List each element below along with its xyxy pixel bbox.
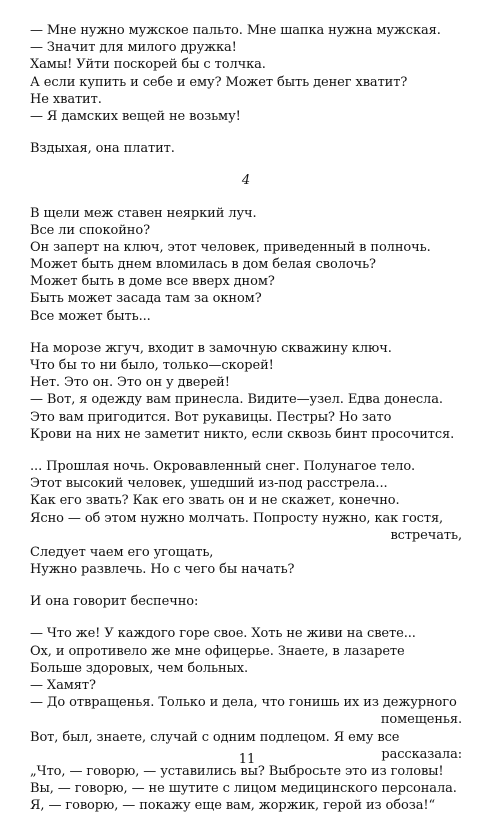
section-number: 4 xyxy=(241,173,251,189)
stanza-gap xyxy=(30,443,462,458)
text-line: На морозе жгуч, входит в замочную скважину ключ. xyxy=(30,340,392,356)
stanza-gap xyxy=(30,125,462,140)
body-text xyxy=(30,22,462,815)
text-line: Быть может засада там за окном? xyxy=(30,291,262,307)
text-line: Он заперт на ключ, этот человек, приведенный в полночь. xyxy=(30,239,431,255)
text-line: Как его звать? Как его звать он и не скажет, конечно. xyxy=(30,493,400,509)
text-line: И она говорит беспечно: xyxy=(30,594,199,610)
text-line: Это вам пригодится. Вот рукавицы. Пестры? Но зато xyxy=(30,409,392,425)
text-line: В щели меж ставен неяркий луч. xyxy=(30,205,257,221)
text-line: Этот высокий человек, ушедший из-под расстрела... xyxy=(30,476,388,492)
text-line: — Хамят? xyxy=(30,678,96,693)
text-line: А если купить и себе и ему? Может быть денег хватит? xyxy=(30,74,408,90)
stanza-gap xyxy=(30,578,462,593)
text-line: Нужно развлечь. Но с чего бы начать? xyxy=(30,562,295,578)
text-line: Нет. Это он. Это он у дверей! xyxy=(30,375,230,391)
text-line: Все ли спокойно? xyxy=(30,222,150,238)
text-line: Ясно — об этом нужно молчать. Попросту нужно, как гостя, xyxy=(30,510,444,526)
text-line-continuation: встречать, xyxy=(390,527,462,543)
text-line-continuation: помещенья. xyxy=(380,712,462,728)
stanza-gap xyxy=(30,610,462,625)
text-line: Хамы! Уйти поскорей бы с толчка. xyxy=(30,57,266,73)
stanza-gap xyxy=(30,325,462,340)
text-line: Больше здоровых, чем больных. xyxy=(30,660,249,676)
text-line: Может быть в доме все вверх дном? xyxy=(30,274,275,290)
text-line: Все может быть... xyxy=(30,308,151,324)
text-line: — Вот, я одежду вам принесла. Видите—узел. Едва донесла. xyxy=(30,392,443,408)
text-line: Вы, — говорю, — не шутите с лицом медицинского персонала. xyxy=(30,781,457,797)
text-line: Вздыхая, она платит. xyxy=(30,141,175,157)
stanza-gap xyxy=(30,190,462,205)
text-line: Вот, был, знаете, случай с одним подлецом. Я ему все xyxy=(30,729,400,745)
text-line: — Мне нужно мужское пальто. Мне шапка нужна мужская. xyxy=(30,23,441,38)
text-line: — Значит для милого дружка! xyxy=(30,40,237,56)
text-line: ... Прошлая ночь. Окровавленный снег. Полунагое тело. xyxy=(30,458,416,474)
text-line: Следует чаем его угощать, xyxy=(30,544,214,560)
stanza-gap xyxy=(30,157,462,172)
text-line: — Я дамских вещей не возьму! xyxy=(30,108,241,124)
text-line: Не хватит. xyxy=(30,91,102,107)
text-line: Ох, и опротивело же мне офицерье. Знаете, в лазарете xyxy=(30,643,405,659)
text-line: Крови на них не заметит никто, если сквозь бинт просочится. xyxy=(30,426,455,442)
text-line: Может быть днем вломилась в дом белая сволочь? xyxy=(30,257,376,273)
text-line: „Что, — говорю, — уставились вы? Выбросьте это из головы! xyxy=(30,763,444,779)
text-line-continuation: рассказала: xyxy=(381,746,462,762)
text-line: — Что же! У каждого горе свое. Хоть не живи на свете... xyxy=(30,626,416,642)
text-line: Я, — говорю, — покажу еще вам, жоржик, герой из обоза!“ xyxy=(30,798,436,814)
text-line: Что бы то ни было, только—скорей! xyxy=(30,358,274,373)
text-line: — До отвращенья. Только и дела, что гонишь их из дежурного xyxy=(30,695,457,711)
page-number: 11 xyxy=(238,752,256,767)
